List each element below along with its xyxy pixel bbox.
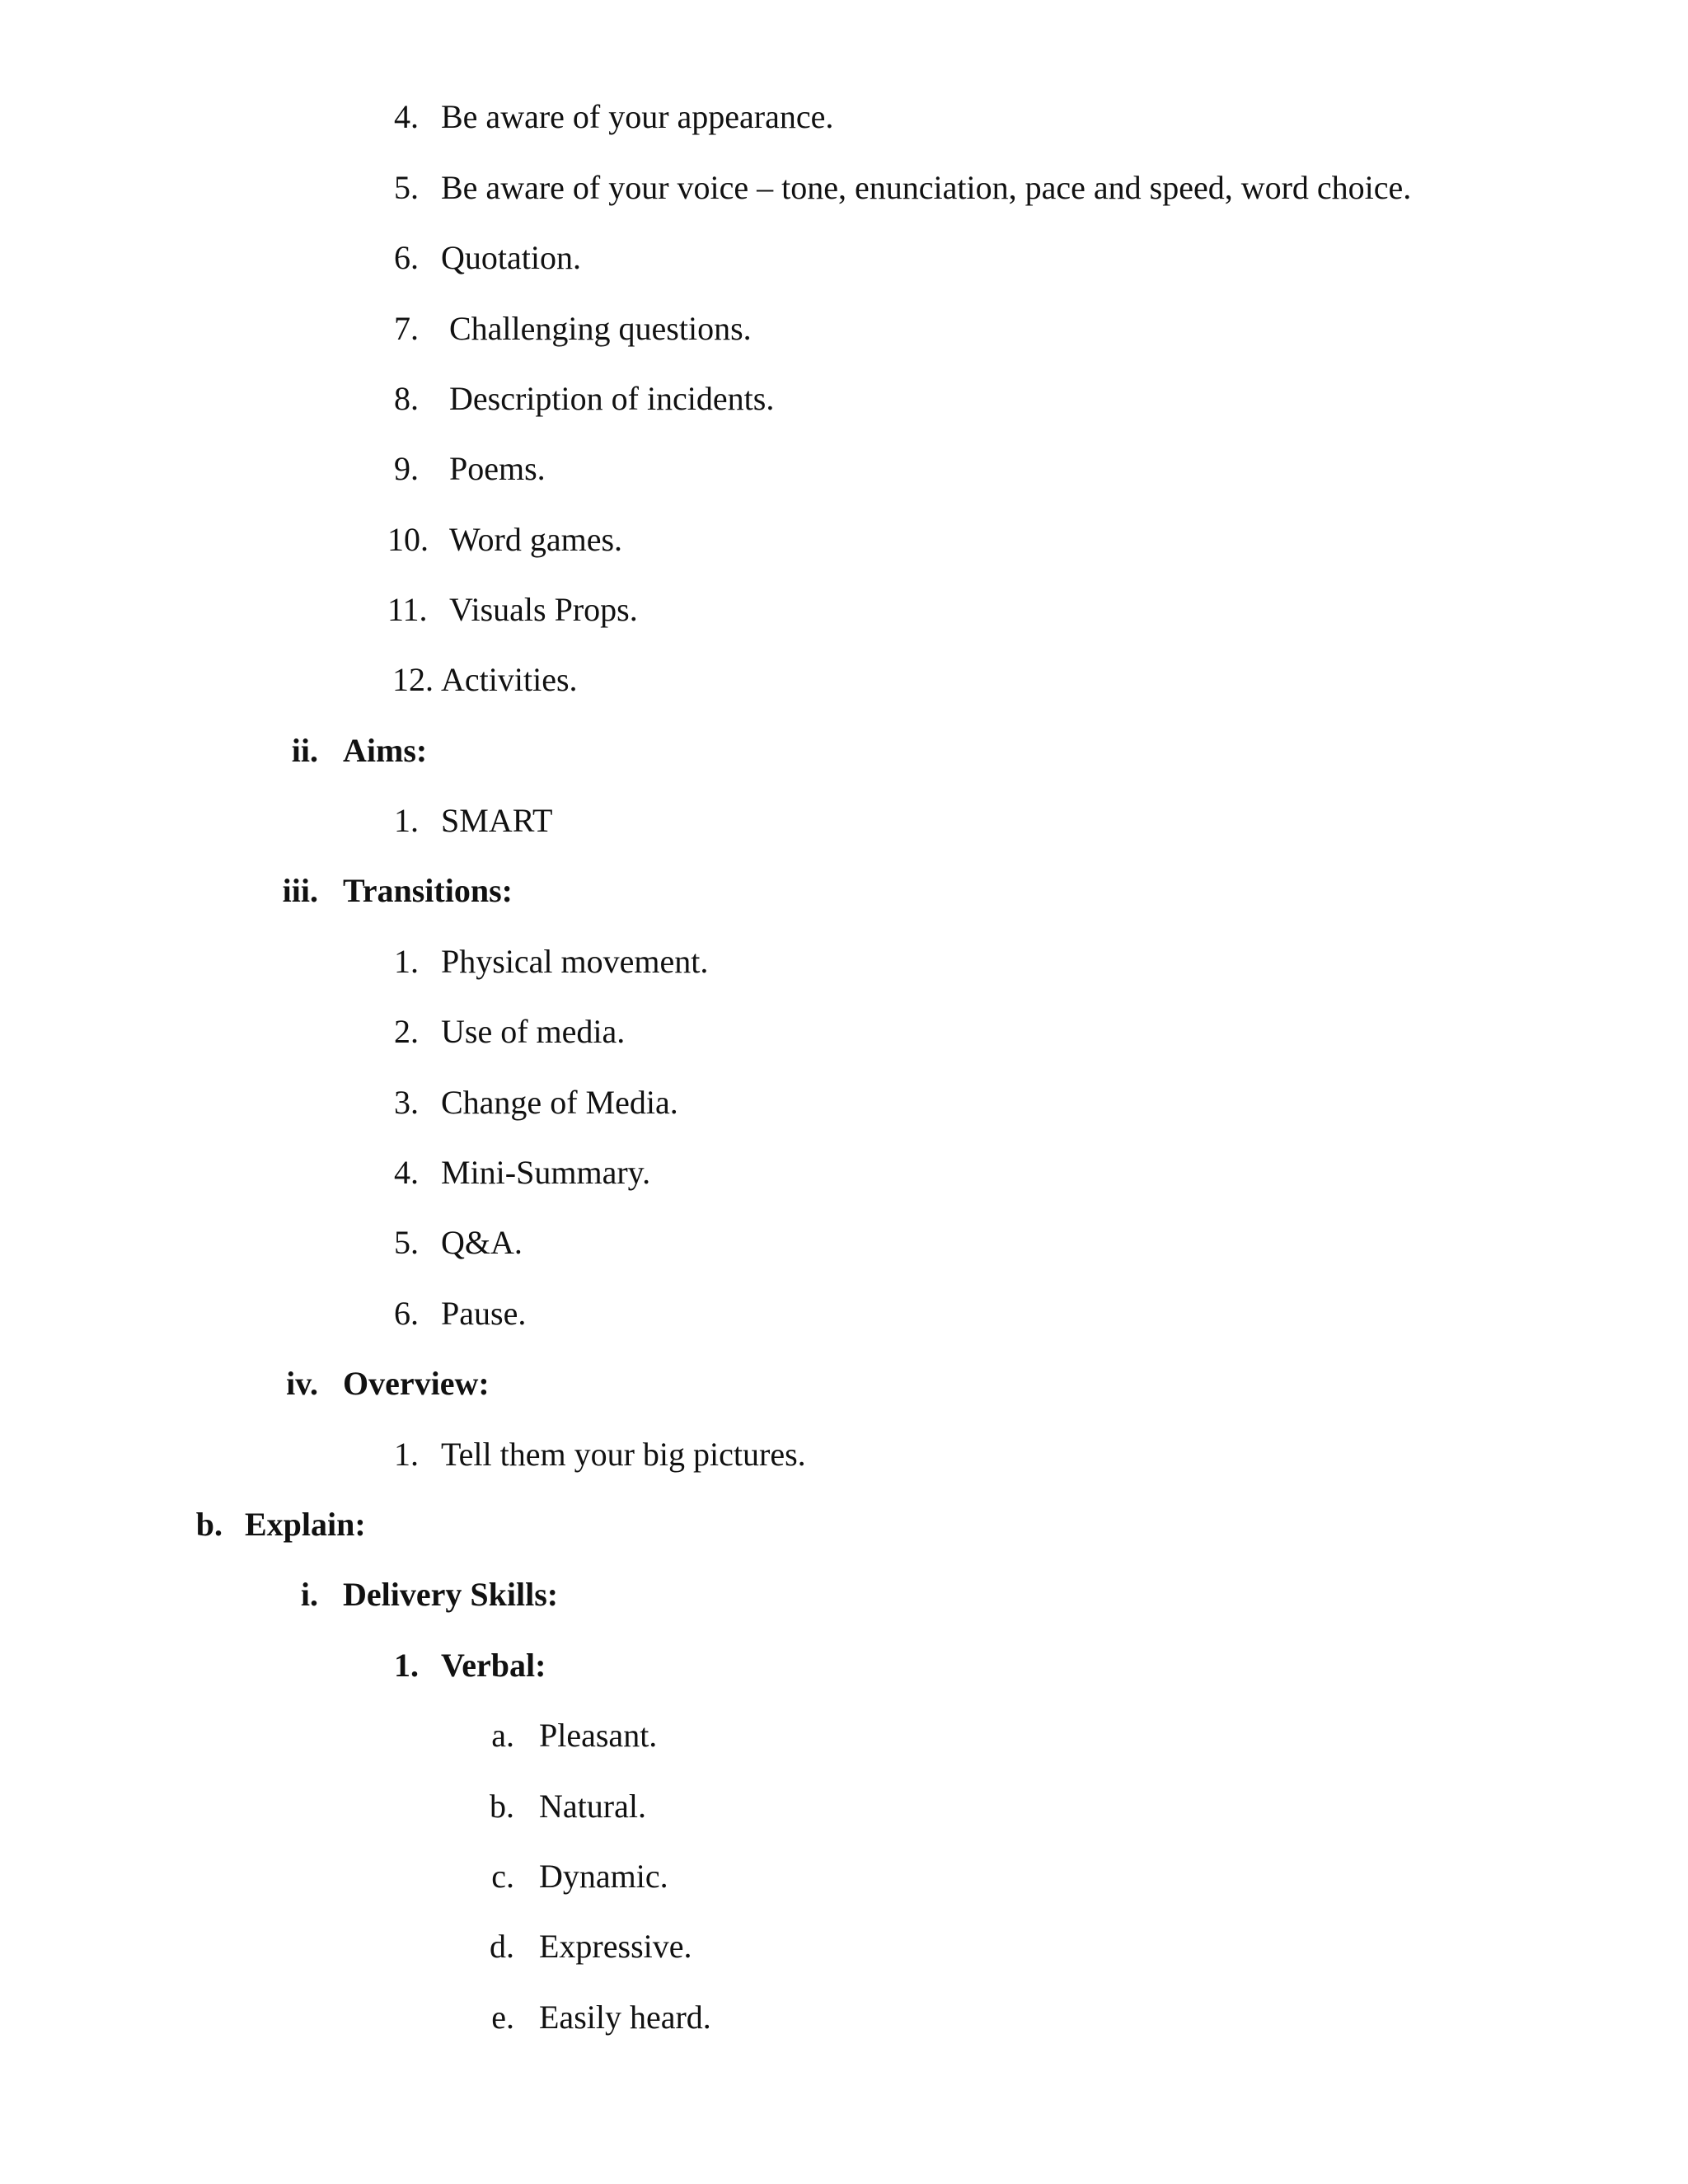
list-text: Challenging questions. [449,310,752,347]
list-text: Change of Media. [441,1084,678,1121]
list-text: Tell them your big pictures. [441,1436,806,1473]
heading-text: Transitions: [343,872,513,909]
list-text: Pause. [441,1295,527,1332]
list-number: 1. [394,802,419,839]
roman-number: iv. [286,1365,318,1402]
list-number: 2. [394,1013,419,1050]
list-number: 1. [394,1647,419,1684]
list-number: 6. [394,239,419,276]
list-number: 5. [394,169,419,206]
heading-text: Delivery Skills: [343,1576,559,1613]
list-text: Easily heard. [539,1999,711,2036]
heading-text: Overview: [343,1365,490,1402]
list-number: 9. [394,450,419,487]
list-number: 7. [394,310,419,347]
heading-text: Explain: [245,1506,366,1543]
list-number: 1. [394,943,419,980]
list-number: 11. [387,591,428,628]
list-text: Q&A. [441,1224,523,1261]
list-text: Be aware of your appearance. [441,98,834,135]
list-number: 1. [394,1436,419,1473]
roman-number: ii. [291,732,318,769]
list-text: Visuals Props. [449,591,638,628]
list-text: Use of media. [441,1013,626,1050]
heading-text: Verbal: [441,1647,546,1684]
list-number: 6. [394,1295,419,1332]
list-text: Dynamic. [539,1858,668,1895]
list-text: Expressive. [539,1928,692,1965]
heading-text: Aims: [343,732,428,769]
list-number: 4. [394,1154,419,1191]
list-text: Pleasant. [539,1717,658,1754]
letter-number: b. [490,1788,514,1825]
list-text: Mini-Summary. [441,1154,651,1191]
list-text: SMART [441,802,553,839]
roman-number: i. [300,1576,318,1613]
letter-number: b. [195,1506,223,1543]
letter-number: c. [491,1858,514,1895]
list-text: Quotation. [441,239,581,276]
list-text: Poems. [449,450,546,487]
list-text: Word games. [449,521,623,558]
list-text: Physical movement. [441,943,709,980]
list-number: 5. [394,1224,419,1261]
list-number: 10. [387,521,429,558]
list-text: Natural. [539,1788,646,1825]
list-number: 3. [394,1084,419,1121]
list-text: Be aware of your voice – tone, enunciation, pace and speed, word choice. [441,169,1412,206]
list-number: 4. [394,98,419,135]
list-number: 12. [392,661,434,698]
letter-number: e. [491,1999,514,2036]
letter-number: a. [491,1717,514,1754]
list-text: Activities. [441,661,578,698]
letter-number: d. [490,1928,514,1965]
list-number: 8. [394,380,419,417]
list-text: Description of incidents. [449,380,775,417]
roman-number: iii. [282,872,318,909]
